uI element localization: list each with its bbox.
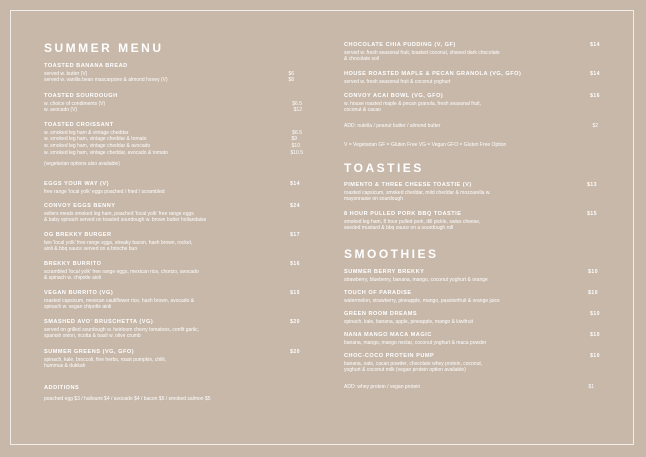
item-line: w. smoked leg ham, vintage cheddar, avocado & tomato $10.5: [44, 149, 303, 156]
item-line: served on grilled sourdough w. heirloom cherry tomatoes, confit garlic,: [44, 326, 200, 333]
item-title: VEGAN BURRITO (VG) $15: [44, 290, 300, 296]
item-line: strawberry, blueberry, banana, mango, coconut yoghurt & orange: [344, 276, 488, 283]
item-touch-of-paradise: [344, 290, 600, 304]
item-granola: [344, 71, 600, 85]
item-line: banana, mango, mango nectar, coconut yoghurt & maca powder: [344, 339, 487, 346]
item-line: yoghurt & coconut milk (vegan protein option available): [344, 367, 466, 374]
smoothies-heading: SMOOTHIES: [344, 247, 439, 261]
item-line: mayonnaise on sourdough: [344, 196, 403, 203]
item-croissant: [44, 122, 302, 167]
item-line: coconut & cacao: [344, 107, 381, 114]
item-protein-pump: [344, 353, 600, 374]
item-line: w. choice of condiments (V) $6.5: [44, 100, 302, 107]
item-title: ADDITIONS: [44, 385, 80, 391]
item-banana-bread: [44, 63, 302, 84]
item-line: seeded mustard & bbq sauce on a sourdough roll: [344, 225, 454, 232]
item-line: hummus & dukkah: [44, 363, 86, 370]
item-note: (vegetarian options also available): [44, 160, 120, 167]
item-title: TOUCH OF PARADISE $10: [344, 290, 598, 296]
item-eggs-your-way: [44, 181, 302, 195]
item-line: served w. vanilla bean mascarpone & almond honey (V) $8: [44, 77, 294, 84]
item-title: 8 HOUR PULLED PORK BBQ TOASTIE $15: [344, 211, 597, 217]
item-summer-berry: [344, 269, 600, 283]
item-line: banana, oats, cacao powder, chocolate whey protein, coconut,: [344, 360, 483, 367]
item-chia-pudding: [344, 42, 600, 63]
item-line: served w. butter (V) $6: [44, 70, 294, 77]
item-title: TOASTED SOURDOUGH: [44, 93, 118, 99]
item-line: free range 'local yolk' eggs poached / fried / scrambled: [44, 188, 165, 195]
item-title: CONVOY EGGS BENNY $24: [44, 203, 300, 209]
item-title: OG BREKKY BURGER $17: [44, 232, 300, 238]
item-avo-bruschetta: [44, 319, 302, 340]
item-eggs-benny: [44, 203, 302, 224]
item-title: CONVOY ACAI BOWL (VG, GFO) $16: [344, 93, 600, 99]
item-title: CHOCOLATE CHIA PUDDING (V, GF) $14: [344, 42, 600, 48]
item-title: GREEN ROOM DREAMS $10: [344, 311, 600, 317]
item-title: SMASHED AVO' BRUSCHETTA (VG) $20: [44, 319, 300, 325]
item-line: & chocolate soil: [344, 56, 380, 63]
summer-menu-heading: SUMMER MENU: [44, 41, 164, 55]
item-title: HOUSE ROASTED MAPLE & PECAN GRANOLA (VG, GFO) $14: [344, 71, 600, 77]
item-title: TOASTED CROISSANT: [44, 122, 114, 128]
item-line: w. avocado (V) $12: [44, 107, 302, 114]
item-line: served w. fresh seasonal fruit & coconut yoghurt: [344, 78, 451, 85]
item-line: spinach, kale, broccoli, fine herbs, roast pumpkin, chilli,: [44, 356, 167, 363]
add-protein-line: [344, 384, 600, 391]
item-line: & baby spinach served on toasted sourdough w. brown butter hollandaise: [44, 217, 207, 224]
item-line: & spinach w. chipotle aioli: [44, 275, 101, 282]
item-additions: [44, 385, 302, 402]
item-line: served w. fresh seasonal fruit, toasted coconut, shaved dark chocolate: [344, 49, 500, 56]
item-line: sellers meats smoked leg ham, poached 'local yolk' free range eggs: [44, 210, 194, 217]
item-line: smoked leg ham, 8 hour pulled pork, dill pickle, swiss cheese,: [344, 218, 481, 225]
item-line: poached egg $3 / halloumi $4 / avocado $4 / bacon $5 / smoked salmon $5: [44, 395, 211, 402]
item-line: w. smoked leg ham & vintage cheddar $6.5: [44, 129, 302, 136]
item-title: PIMENTO & THREE CHEESE TOASTIE (V) $13: [344, 182, 597, 188]
item-brekky-burrito: [44, 261, 302, 282]
item-line: ADD: whey protein / vegan protein $1: [344, 384, 594, 390]
item-pimento-toastie: [344, 182, 600, 203]
item-title: EGGS YOUR WAY (V) $14: [44, 181, 300, 187]
legend-text: V = Vegetarian GF = Gluten Free VG = Vegan GFO = Gluten Free Option: [344, 142, 507, 148]
item-line: spinach w. vegan chipotle aioli: [44, 304, 112, 311]
item-line: roasted capsicum, smoked cheddar, mild cheddar & mozzarella w.: [344, 189, 491, 196]
item-line: ADD: nutella / peanut butter / almond butter $2: [344, 123, 598, 129]
item-line: aioli & bbq sauce served on a brioche bun: [44, 246, 138, 253]
item-title: SUMMER BERRY BREKKY $10: [344, 269, 598, 275]
item-line: scrambled 'local yolk' free range eggs, mexican rice, chorizo, avocado: [44, 268, 199, 275]
toasties-heading: TOASTIES: [344, 161, 424, 175]
item-line: roasted capsicum, mexican cauliflower rice, hash brown, avocado &: [44, 297, 195, 304]
item-sourdough: [44, 93, 302, 114]
dietary-legend: [344, 142, 600, 149]
item-green-room: [344, 311, 600, 325]
item-acai-bowl: [344, 93, 600, 114]
item-title: CHOC-COCO PROTEIN PUMP $10: [344, 353, 600, 359]
item-line: spinach, kale, banana, apple, pineapple, mango & kiwifruit: [344, 318, 473, 325]
item-vegan-burrito: [44, 290, 302, 311]
item-line: two 'local yolk' free range eggs, streaky bacon, hash brown, rocket,: [44, 239, 193, 246]
item-line: spanish onion, ricotta & basil w. olive crumb: [44, 333, 141, 340]
item-brekky-burger: [44, 232, 302, 253]
item-title: TOASTED BANANA BREAD: [44, 63, 128, 69]
item-line: w. smoked leg ham, vintage cheddar & avocado $10: [44, 143, 300, 150]
add-spreads-line: [344, 123, 600, 130]
item-line: w. house roasted maple & pecan granola, fresh seasonal fruit,: [344, 100, 482, 107]
item-summer-greens: [44, 349, 302, 370]
item-title: BREKKY BURRITO $16: [44, 261, 300, 267]
item-maca-magic: [344, 332, 600, 346]
item-title: NANA MANGO MACA MAGIC $10: [344, 332, 600, 338]
item-line: watermelon, strawberry, pineapple, mango, passionfruit & orange juice: [344, 297, 500, 304]
item-line: w. smoked leg ham, vintage cheddar & tomato $9: [44, 136, 297, 143]
item-pulled-pork-toastie: [344, 211, 600, 232]
item-title: SUMMER GREENS (VG, GFO) $20: [44, 349, 300, 355]
